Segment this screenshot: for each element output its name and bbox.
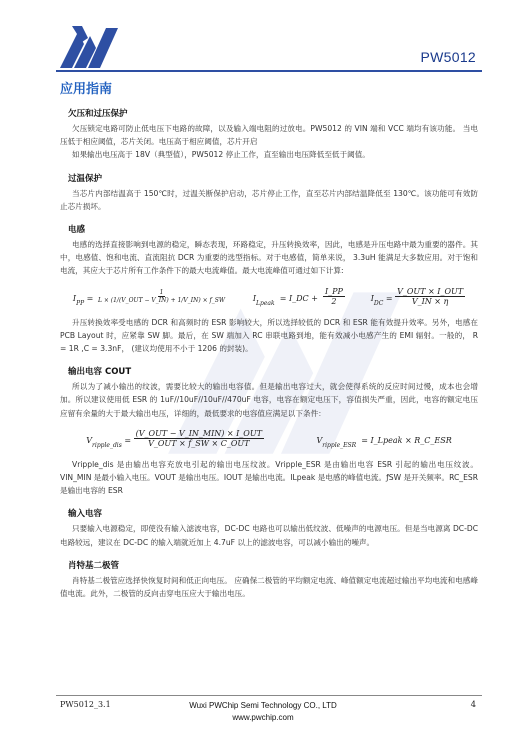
formula-row-cout xyxy=(60,421,478,457)
paragraph-uvp-1: 欠压锁定电路可防止低电压下电路的故障，以及输入端电阻的过放电。PW5012 的 VIN 端和 VCC 端均有该功能。 当电压低于相应阈值，芯片关闭。电压高于相应阈值，芯片开启 xyxy=(60,124,478,147)
formula-vripple-esr: $V_{ripple\_ESR}$ = I_Lpeak × R_C_ESR xyxy=(316,436,452,450)
heading-cout: 输出电容 COUT xyxy=(68,367,132,378)
paragraph-diode-1: 肖特基二极管应选择快恢复时间和低正向电压。 应确保二极管的平均额定电流、峰值额定电流超过输出平均电流和电感峰值电流。此外，二极管的反向击穿电压应大于输出电压。 xyxy=(60,575,478,599)
company-name: Wuxi PWChip Semi Technology CO., LTD xyxy=(189,701,337,710)
formula-vripple-dis: $V_{ripple\_dis}$ = $\frac{\text{(V\_OUT − V\_IN\_MIN) × I\_OUT}}{\text{V\_OUT × f\_SW × C\_OUT}}$ xyxy=(86,429,262,450)
formula-idc: $I_{DC}$ = $\frac{\text{V\_OUT × I\_OUT}}{V\_IN \times \eta}$ xyxy=(370,287,464,308)
header-divider xyxy=(56,70,482,72)
paragraph-cin-1: 只要输入电源稳定，即使没有输入滤波电容，DC-DC 电路也可以输出低纹波、低噪声的电源电压。但是当电源离 DC-DC 电路较远，建议在 DC-DC 的输入端就近加上 4.7uF 以上的滤波电容，可以减小输出的噪声。 xyxy=(60,524,478,547)
formula-ipp: $I_{PP}$ = $\frac{1}{\text{L × (1/(V\_OUT − V\_IN) + 1/V\_IN) × f\_SW}}$ xyxy=(72,289,226,308)
heading-diode: 肖特基二极管 xyxy=(68,560,120,571)
main-content xyxy=(60,78,478,600)
paragraph-uvp-2: 如果输出电压高于 18V（典型值），PW5012 停止工作，直至输出电压降低至低于阈值。 xyxy=(72,150,370,160)
footer-divider xyxy=(56,695,482,696)
paragraph-inductor-1: 电感的选择直接影响到电源的稳定，瞬态表现，环路稳定，升压转换效率，因此，电感是升压电路中最为重要的器件。其中，电感值、饱和电流、直流阻抗 DCR 为重要的选型指标。对于电感值，简单来说， 3.3uH 能满足大多数应用。对于饱和电流，其应大于芯片所有工作条件下的最大电流峰值。最大电流峰值可通过如下计算: xyxy=(60,240,478,276)
paragraph-cout-2: Vripple_dis 是由输出电容充放电引起的输出电压纹波。Vripple_ESR 是由输出电容 ESR 引起的输出电压纹波。VIN_MIN 是最小输入电压。VOUT 是输出电压。IOUT 是输出电流。ILpeak 是电感的峰值电流。ƒSW 是开关频率。RC_ESR 是输出电容的 ESR xyxy=(60,459,478,496)
paragraph-otp-1: 当芯片内部结温高于 150℃时，过温关断保护启动，芯片停止工作，直至芯片内部结温降低至 130℃。该功能可有效防止芯片损坏。 xyxy=(60,188,478,211)
formula-row-inductor xyxy=(60,279,478,315)
doc-version: PW5012_3.1 xyxy=(60,700,111,709)
page-number: 4 xyxy=(470,700,476,710)
part-number: PW5012 xyxy=(420,49,476,65)
section-title: 应用指南 xyxy=(60,82,113,97)
company-website: www.pwchip.com xyxy=(232,713,294,722)
paragraph-inductor-2: 升压转换效率受电感的 DCR 和高频时的 ESR 影响较大，所以选择较低的 DCR 和 ESR 能有效提升效率。另外，电感在 PCB Layout 时，应紧靠 SW 脚。最后，在 SW 端加入 RC 串联电路到地，能有效减小电感产生的 EMI 辐射。一般的， R = 1R ,C = 3.3nF， (建议均使用不小于 1206 的封装)。 xyxy=(60,317,478,354)
heading-otp: 过温保护 xyxy=(68,173,103,184)
heading-cin: 输入电容 xyxy=(68,509,103,520)
formula-ilpeak: $I_{Lpeak}$ = I_DC + $\frac{I\_PP}{2}$ xyxy=(252,287,343,308)
heading-inductor: 电感 xyxy=(68,225,86,236)
footer-company xyxy=(0,700,526,724)
pwchip-logo-icon xyxy=(58,22,120,70)
heading-uvp: 欠压和过压保护 xyxy=(68,109,128,119)
paragraph-cout-1: 所以为了减小输出的纹波，需要比较大的输出电容值。但是输出电容过大，就会使得系统的反应时间过慢，成本也会增加。所以建议使用低 ESR 的 1uF//10uF//10uF//470uF 电容，电容在额定电压下，容值损失严重，因此，电容的额定电压应留有余量的大于最大输出电压，详细的，最低要求的电容值应满足以下条件： xyxy=(60,382,478,418)
